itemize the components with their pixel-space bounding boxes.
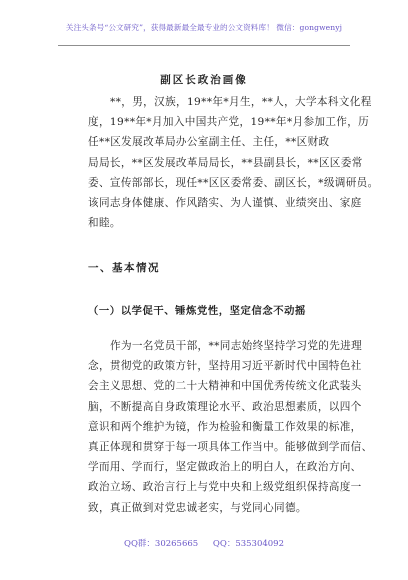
text-line: **，男，汉族，19**年*月生，**人，大学本科文化程 [110, 96, 372, 108]
header-banner: 关注头条号“公文研究”，获得最新最全最专业的公文资料库！ 微信：gongwenyj [65, 23, 343, 32]
text-line: 致，真正做到对党忠诚老实，与党同心同德。 [88, 501, 307, 514]
text-line: 学而用、学而行，坚定做政治上的明白人，在政治方向、 [88, 461, 362, 474]
body-paragraph [88, 336, 373, 518]
document-title: 副区长政治画像 [160, 74, 248, 86]
text-line: 度，19**年*月加入中国共产党，19**年*月参加工作，历 [88, 116, 370, 129]
subsection-heading: （一）以学促干、锤炼党性，坚定信念不动摇 [88, 305, 306, 317]
intro-paragraph [88, 92, 379, 233]
header-divider [58, 45, 350, 46]
text-line: 作为一名党员干部，**同志始终坚持学习党的先进理 [110, 340, 363, 352]
section-heading: 一、基本情况 [88, 262, 160, 274]
footer-contact [0, 537, 408, 549]
text-line: 局局长，**区发展改革局局长，**县副县长，**区区委常 [88, 156, 363, 169]
text-line: 脑，不断提高自身政策理论水平、政治思想素质，以四个 [88, 400, 362, 413]
text-line: 会主义思想、党的二十大精神和中国优秀传统文化武装头 [88, 380, 362, 393]
text-line: 任**区发展改革局办公室副主任、主任，**区财政 [88, 136, 330, 149]
text-line: 和睦。 [88, 217, 121, 230]
text-line: 意识和两个维护为镜，作为检验和衡量工作效果的标准， [88, 420, 362, 433]
footer-qq-group: QQ群：30265665 [123, 539, 199, 549]
text-line: 政治立场、政治言行上与党中央和上级党组织保持高度一 [88, 481, 362, 494]
text-line: 委、宣传部部长，现任**区区委常委、副区长，*级调研员。 [88, 176, 379, 189]
text-line: 真正体现和贯穿于每一项具体工作当中。能够做到学而信、 [88, 441, 373, 454]
text-line: 念，贯彻党的政策方针，坚持用习近平新时代中国特色社 [88, 360, 362, 373]
footer-qq: QQ：535304092 [212, 539, 284, 549]
text-line: 该同志身体健康、作风踏实、为人谨慎、业绩突出、家庭 [88, 197, 362, 210]
